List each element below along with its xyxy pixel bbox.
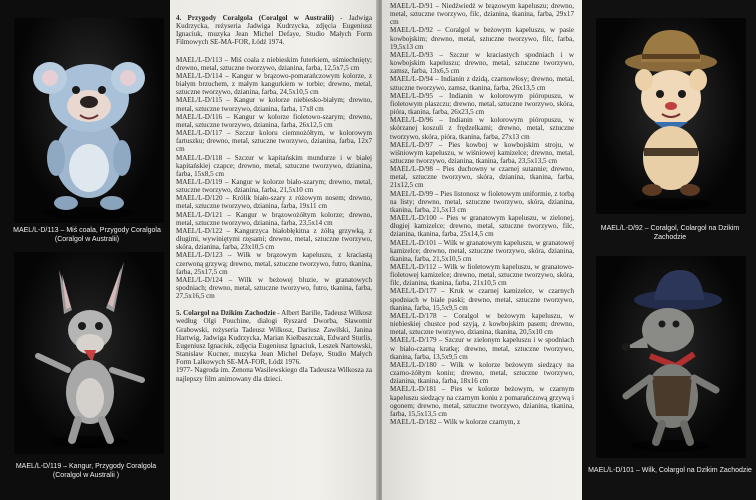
entry-item: MAEL/L-D/118 – Szczur w kapitańskim mundurze i w białej kapitańskiej czapce; drewno, metal, sztuczne tworzywo, dzianina, farba, 15x8,5 cm <box>176 153 372 178</box>
entry-item: MAEL/L-D/120 – Królik biało-szary z różowym nosem; drewno, metal, sztuczne tworzywo, dzianina, farba, 19x11 cm <box>176 194 372 211</box>
wolf-puppet-photo <box>596 256 746 458</box>
section-5-paragraph <box>176 309 372 366</box>
right-photo-panel <box>582 0 756 500</box>
entry-item: MAEL/L-D/122 – Kangurzyca białobłękitna z żółtą grzywką, z długimi, wywiniętymi rzęsami; drewno, metal, sztuczne tworzywo, skóra, dzianina, farba, 23x10,5 cm <box>176 226 372 252</box>
entry-item: MAEL/L-D/112 – Wilk w fioletowym kapeluszu, w granatowo-fioletowej kamizelce; drewno, metal, sztuczne tworzywo, skóra, filc, dzianina, tkanina, farba, 21x10,5 cm <box>390 263 574 288</box>
section-4-title: 4. Przygody Coralgola (Coralgol w Australii) <box>176 14 334 22</box>
kangaroo-caption: MAEL/L-D/119 – Kangur, Przygody Coralgola (Coralgol w Australii ) <box>15 463 157 479</box>
koala-caption: MAEL/L-D/113 – Miś coala, Przygody Coralgola (Coralgol w Australii) <box>13 227 161 243</box>
section-5-award: 1977- Nagroda im. Zenona Wasilewskiego dla Tadeusza Wilkosza za najlepszy film animowany dla dzieci. <box>176 366 372 383</box>
entry-item: MAEL/L-D/177 – Kruk w czarnej kamizelce, w czarnych spodniach w białe paski; drewno, metal, sztuczne tworzywo, tkanina, farba, 15,5x9,5 cm <box>390 287 574 312</box>
section-5-credits: - Albert Barille, Tadeusz Wilkosz według Olgi Pouchine, dialogi Ryszard Dworba, Sławomir Grabowski, reżyseria Tadeusz Wilkosz, Dariusz Zawilski, Janina Hartwig, Jadwiga Kudrzycka, Marian Kiełbaszczak, Edward Sturlis, Eugeniusz Ignaciuk, zdjęcia Eugeniusz Ignaciuk, Leszek Nartowski, Stanisław Kucner, muzyka Jean Michel Defaye, Studio Małych Form Lalkowych SE-MA-FOR, Łódź 1976. <box>176 309 372 367</box>
entry-item: MAEL/L-D/124 – Wilk w beżowej bluzie, w granatowych spodniach; drewno, metal, sztuczne tworzywo, futro, tkanina, farba, 27,5x16,5 cm <box>176 275 372 301</box>
entry-item: MAEL/L-D/121 – Kangur w brązowożółtym kolorze; drewno, metal, sztuczne tworzywo, dzianina, farba, 23,5x14 cm <box>176 210 372 227</box>
koala-puppet-photo <box>14 18 164 223</box>
right-text-page <box>382 0 582 500</box>
entry-item: MAEL/L-D/119 – Kangur w kolorze biało-szarym; drewno, metal, sztuczne tworzywo, dzianina, farba, 21,5x10 cm <box>176 177 372 195</box>
coralgol-puppet-photo <box>596 18 746 214</box>
entry-item: MAEL/L-D/117 – Szczur koloru ciemnożółtym, w kolorowym fartuszku; drewno, metal, sztuczne tworzywo, dzianina, farba, 12x7 cm <box>176 129 372 154</box>
kangaroo-puppet-illustration <box>14 252 164 454</box>
entry-item: MAEL/L-D/181 – Pies w kolorze beżowym, w czarnym kapeluszu siedzący na czarnym koniu z pomarańczową grzywą i ogonem; drewno, metal, sztuczne tworzywo, dzianina, tkanina, farba, 15,5x13,5 cm <box>390 385 574 418</box>
coralgol-puppet-illustration <box>596 18 746 214</box>
section-4-credits: - Jadwiga Kudrzycka, reżyseria Jadwiga Kudrzycka, zdjęcia Eugeniusz Ignaciuk, muzyka Jean Michel Defaye, Studio Małych Form Filmowych SE-MA-FOR, Łódź 1974. <box>176 14 372 47</box>
section-5-title: 5. Colargol na Dzikim Zachodzie <box>176 309 276 318</box>
entry-item: MAEL/L-D/114 – Kangur w brązowo-pomarańczowym kolorze, z białym brzuchem, z małym kangurkiem w torbie; drewno, metal, sztuczne tworzywo, dzianina, farba, 24,5x10,5 cm <box>176 71 372 97</box>
entry-item: MAEL/L-D/178 – Coralgol w beżowym kapeluszu, w niebieskiej chustce pod szyją, z kowbojskim pasem; drewno, metal, sztuczne tworzywo, dzianina, tkanina, 20,5x10 cm <box>390 311 574 337</box>
entry-item: MAEL/L-D/123 – Wilk w brązowym kapeluszu, z kraciastą czerwoną grzywą; drewno, metal, sztuczne tworzywo, futro, tkanina, farba, 25x17,5 cm <box>176 251 372 276</box>
entry-item: MAEL/L-D/91 – Niedźwiedź w brązowym kapeluszu; drewno, metal, sztuczne tworzywo, filc, dzianina, tkanina, farba, 29x17 cm <box>390 2 574 27</box>
entry-item: MAEL/L-D/92 – Coralgol w beżowym kapeluszu, w pasie kowbojskim; drewno, metal, sztuczne tworzywo, filc, farba, 19,5x13 cm <box>390 26 574 51</box>
right-text-column <box>390 2 574 426</box>
entry-item: MAEL/L-D/182 – Wilk w kolorze czarnym, z <box>390 417 521 426</box>
entry-item: MAEL/L-D/95 – Indianin w kolorowym pióropuszu, w fioletowym płaszczu; drewno, metal, sztuczne tworzywo, skóra, pióra, tkanina, farba, 26x23,5 cm <box>390 91 574 117</box>
koala-puppet-illustration <box>14 18 164 223</box>
entry-item: MAEL/L-D/101 – Wilk w granatowym kapeluszu, w granatowej kamizelce; drewno, metal, sztuczne tworzywo, skóra, dzianina, tkanina, farba, 21,5x10,5 cm <box>390 238 574 263</box>
entry-item: MAEL/L-D/93 – Szczur w kraciastych spodniach i w kowbojskim kapeluszu; drewno, metal, sztuczne tworzywo, zamsz, farba, 13x6,5 cm <box>390 50 574 76</box>
entry-item: MAEL/L-D/99 – Pies listonosz w fioletowym uniformie, z torbą na listy; drewno, metal, sztuczne tworzywo, skóra, dzianina, tkanina, farba, 21,5x13 cm <box>390 189 574 214</box>
entry-item: MAEL/L-D/179 – Szczur w zielonym kapeluszu i w spodniach w biało-czarną kratkę; drewno, metal, sztuczne tworzywo, tkanina, farba, 13,5x9,5 cm <box>390 336 574 361</box>
entry-item: MAEL/L-D/96 – Indianin w kolorowym pióropuszu, w skórzanej koszuli z frędzelkami; drewno, metal, sztuczne tworzywo, skóra, pióra, tkanina, farba, 27x13 cm <box>390 116 574 141</box>
entry-item: MAEL/L-D/113 – Miś coala z niebieskim futerkiem, uśmiechnięty; drewno, metal, sztuczne tworzywo, dzianina, farba, 12,5x7,5 cm <box>176 55 372 72</box>
entry-item: MAEL/L-D/94 – Indianin z dzidą, czarnowłosy; drewno, metal, sztuczne tworzywo, zamsz, tkanina, farba, 26x13,5 cm <box>390 75 574 92</box>
left-text-page <box>170 0 378 500</box>
kangaroo-puppet-photo <box>14 252 164 454</box>
wolf-puppet-illustration <box>596 256 746 458</box>
entry-item: MAEL/L-D/100 – Pies w granatowym kapeluszu, w zielonej, długiej kamizelce; drewno, metal, sztuczne tworzywo, filc, dzianina, tkanina, farba, 25x14,5 cm <box>390 214 574 239</box>
entry-item: MAEL/L-D/98 – Pies duchowny w czarnej sutannie; drewno, metal, sztuczne tworzywo, skóra, dzianina, tkanina, farba, 21x12,5 cm <box>390 165 574 190</box>
left-text-column <box>176 14 372 383</box>
entry-item: MAEL/L-D/115 – Kangur w kolorze niebiesko-białym; drewno, metal, sztuczne tworzywo, dzianina, farba, 17x8 cm <box>176 96 372 113</box>
coralgol-caption: MAEL/L-D/92 – Coralgol, Colargol na Dzikim Zachodzie <box>600 225 740 241</box>
entry-item: MAEL/L-D/180 – Wilk w kolorze beżowym siedzący na czarno-żółtym koniu; drewno, metal, sztuczne tworzywo, dzianina, tkanina, farba, 18x16 cm <box>390 360 574 386</box>
entry-item: MAEL/L-D/97 – Pies kowboj w kowbojskim stroju, w wiśniowym kapeluszu, w wiśniowej kamizelce; drewno, metal, sztuczne tworzywo, dzianina, tkanina, farba, 23,5x13,5 cm <box>390 140 574 165</box>
wolf-caption: MAEL/L-D/101 – Wilk, Colargol na Dzikim Zachodzie <box>588 467 752 474</box>
entry-item: MAEL/L-D/116 – Kangur w kolorze fioletowo-szarym; drewno, metal, sztuczne tworzywo, dzianina, farba, 26x12,5 cm <box>176 112 372 129</box>
section-4-paragraph <box>176 14 372 47</box>
left-photo-panel <box>0 0 170 500</box>
